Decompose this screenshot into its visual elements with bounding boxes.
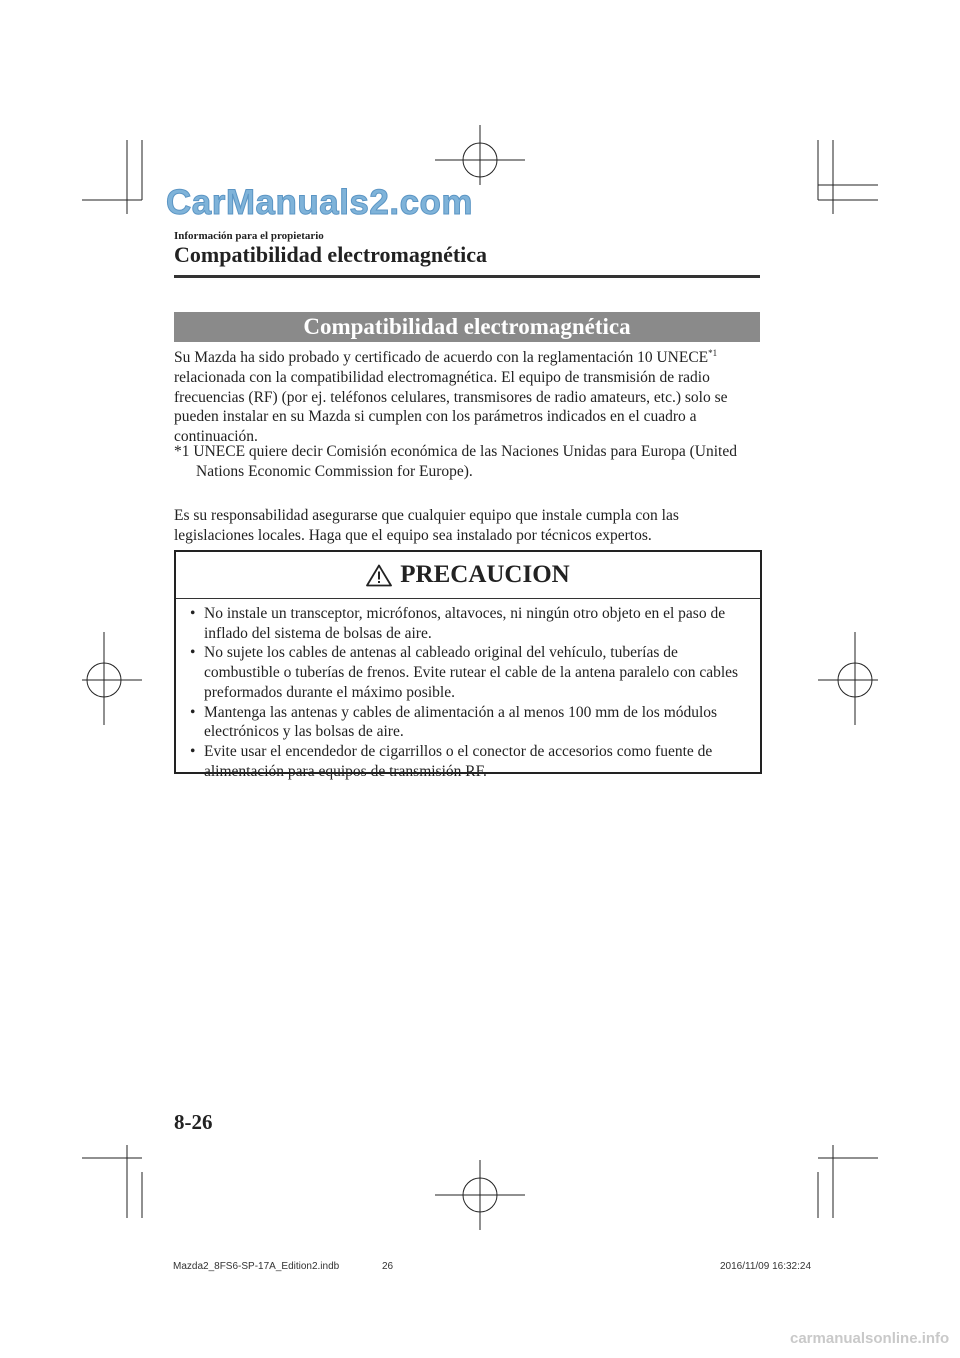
banner-title: Compatibilidad electromagnética [174,312,760,342]
bullet-icon: • [190,703,196,721]
caution-item-text: Mantenga las antenas y cables de alimentación a al menos 100 mm de los módulos electrónicos y las bolsas de aire. [204,703,718,741]
caution-list [188,604,752,781]
bullet-icon: • [190,605,196,622]
site-watermark: carmanualsonline.info [790,1330,950,1347]
intro-text-end: relacionada con la compatibilidad electromagnética. El equipo de transmisión de radio frecuencias (RF) (por ej. teléfonos celulares, transmisores de radio amateurs, etc.) solo se pueden instalar en su Mazda si cumplen con los parámetros indicados en el cuadro a continuación. [174,368,728,446]
bullet-icon: • [190,742,196,760]
caution-title: PRECAUCION [400,561,570,588]
header-small-label: Información para el propietario [174,230,324,242]
header-rule [174,275,760,278]
section-title: Compatibilidad electromagnética [174,242,488,267]
responsibility-paragraph: Es su responsabilidad asegurarse que cualquier equipo que instale cumpla con las legislaciones locales. Haga que el equipo sea instalado por técnicos expertos. [174,507,679,544]
caution-item-text: Evite usar el encendedor de cigarrillos o el conector de accesorios como fuente de alimentación para equipos de transmisión RF. [204,742,713,780]
caution-item [188,742,752,781]
caution-item [188,604,752,643]
footer-filename: Mazda2_8FS6-SP-17A_Edition2.indb [173,1261,340,1272]
watermark-logo: CarManuals2.com [166,183,474,222]
footer-page: 26 [382,1261,394,1272]
caution-header [176,552,760,599]
warning-triangle-icon [366,564,392,587]
caution-item [188,703,752,742]
footer-datetime: 2016/11/09 16:32:24 [720,1261,812,1272]
intro-text-start: Su Mazda ha sido probado y certificado de acuerdo con la reglamentación 10 UNECE [174,349,709,366]
caution-item-text: No instale un transceptor, micrófonos, altavoces, ni ningún otro objeto en el paso de inflado del sistema de bolsas de aire. [204,605,726,642]
caution-item [188,643,752,702]
intro-paragraph [174,348,760,447]
footnote-ref: *1 [708,347,718,358]
caution-item-text: No sujete los cables de antenas al cableado original del vehículo, tuberías de combustible o tuberías de frenos. Evite rutear el cable de la antena paralelo con cables preformados durante el máximo posible. [204,644,739,701]
bullet-icon: • [190,644,196,662]
footnote: *1 UNECE quiere decir Comisión económica de las Naciones Unidas para Europa (United Nations Economic Commission for Europe). [174,443,737,480]
page-number: 8-26 [174,1110,213,1134]
caution-box [174,550,762,780]
